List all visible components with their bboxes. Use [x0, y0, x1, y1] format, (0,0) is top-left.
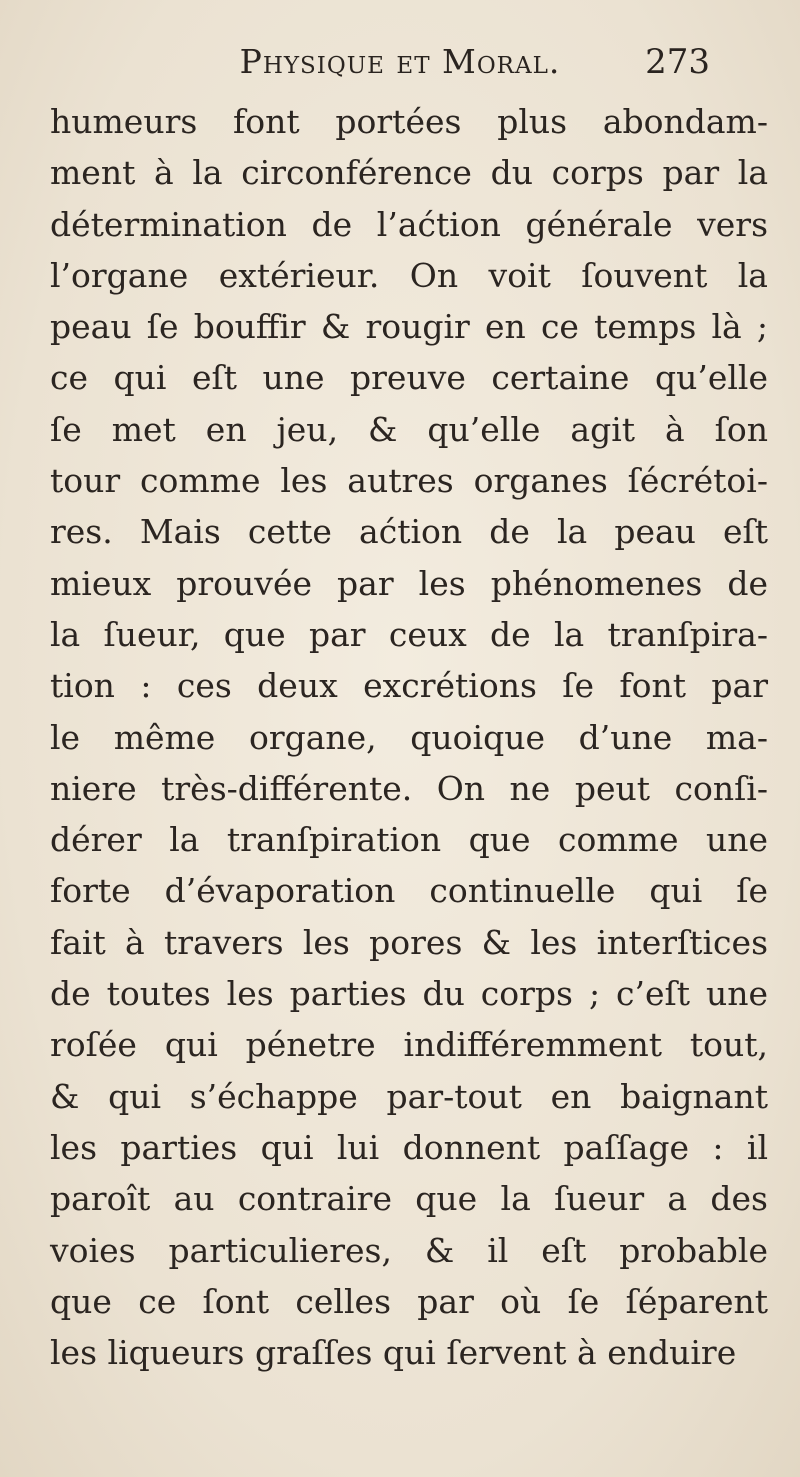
text-line: voies particulieres, & il eſt probable	[50, 1230, 768, 1270]
text-line: & qui s’échappe par-tout en baignant	[50, 1076, 768, 1116]
text-line: paroît au contraire que la ſueur a des	[50, 1179, 768, 1219]
text-line: res. Mais cette aćtion de la peau eſt	[50, 512, 768, 552]
text-line: détermination de l’aćtion générale vers	[50, 204, 768, 244]
running-head	[0, 38, 800, 98]
running-title: Physique et Moral.	[239, 42, 561, 81]
text-line: ce qui eſt une preuve certaine qu’elle	[50, 358, 768, 398]
text-line: que ce ſont celles par où ſe ſéparent	[50, 1281, 768, 1321]
text-line: les parties qui lui donnent paſſage : il	[50, 1127, 768, 1167]
text-line: de toutes les parties du corps ; c’eſt une	[50, 974, 768, 1014]
text-line: le même organe, quoique d’une ma-	[50, 717, 768, 757]
body-text	[50, 96, 768, 1378]
text-line: ſe met en jeu, & qu’elle agit à ſon	[50, 409, 768, 449]
text-line: l’organe extérieur. On voit ſouvent la	[50, 255, 768, 295]
text-line: tion : ces deux excrétions ſe font par	[50, 666, 768, 706]
text-line: dérer la tranſpiration que comme une	[50, 820, 768, 860]
text-line: peau ſe bouffir & rougir en ce temps là ;	[50, 307, 768, 347]
text-line: niere très-différente. On ne peut conſi-	[50, 768, 768, 808]
text-line: les liqueurs graſſes qui ſervent à enduire	[50, 1333, 737, 1373]
text-line: roſée qui pénetre indifféremment tout,	[50, 1025, 768, 1065]
text-line: ment à la circonférence du corps par la	[50, 153, 768, 193]
page-number: 273	[645, 42, 710, 82]
text-line: forte d’évaporation continuelle qui ſe	[50, 871, 768, 911]
text-line: fait à travers les pores & les interſtices	[50, 922, 768, 962]
text-line: tour comme les autres organes ſécrétoi-	[50, 461, 768, 501]
text-line: la ſueur, que par ceux de la tranſpira-	[50, 614, 768, 654]
text-line: humeurs font portées plus abondam-	[50, 102, 768, 141]
text-line: mieux prouvée par les phénomenes de	[50, 563, 768, 603]
